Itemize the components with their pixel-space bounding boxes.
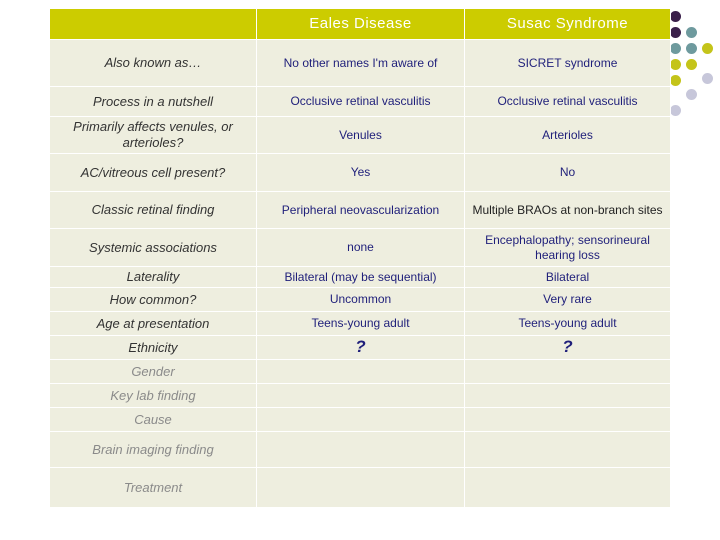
table-row [50,432,671,468]
row-label: Systemic associations [50,229,257,267]
table-row [50,229,671,267]
dot-purple [670,11,681,22]
header-susac-syndrome: Susac Syndrome [465,9,671,40]
eales-cell [257,384,465,408]
row-label: Primarily affects venules, or arterioles? [50,117,257,154]
table-row [50,154,671,192]
header-eales-disease: Eales Disease [257,9,465,40]
susac-cell: Bilateral [465,267,671,288]
table-row [50,384,671,408]
eales-cell [257,360,465,384]
susac-cell: Teens-young adult [465,312,671,336]
eales-cell: Venules [257,117,465,154]
dot-purple [670,27,681,38]
table-row [50,408,671,432]
susac-cell [465,408,671,432]
decorative-dot-pattern [668,9,720,119]
table-row [50,336,671,360]
row-label: How common? [50,288,257,312]
susac-cell: Multiple BRAOs at non-branch sites [465,192,671,229]
row-label: Age at presentation [50,312,257,336]
table-row [50,288,671,312]
eales-cell: Bilateral (may be sequential) [257,267,465,288]
row-label: Brain imaging finding [50,432,257,468]
table-row [50,312,671,336]
eales-cell: Peripheral neovascularization [257,192,465,229]
dot-lilac [702,73,713,84]
table-row [50,360,671,384]
eales-cell: Occlusive retinal vasculitis [257,87,465,117]
table-row [50,267,671,288]
susac-cell: No [465,154,671,192]
susac-cell [465,432,671,468]
dot-lilac [670,105,681,116]
eales-cell: Uncommon [257,288,465,312]
eales-cell: Teens-young adult [257,312,465,336]
susac-cell: Occlusive retinal vasculitis [465,87,671,117]
table-row [50,40,671,87]
eales-cell [257,408,465,432]
eales-cell [257,468,465,508]
susac-cell: SICRET syndrome [465,40,671,87]
dot-olive [670,75,681,86]
susac-cell [465,360,671,384]
eales-cell: none [257,229,465,267]
dot-lilac [686,89,697,100]
susac-cell: Encephalopathy; sensorineural hearing loss [465,229,671,267]
eales-cell [257,432,465,468]
eales-cell: Yes [257,154,465,192]
susac-cell [465,384,671,408]
comparison-table [49,8,671,508]
row-label: Also known as… [50,40,257,87]
table-row [50,192,671,229]
table-row [50,117,671,154]
dot-teal [686,43,697,54]
susac-cell: ? [465,336,671,360]
row-label: Process in a nutshell [50,87,257,117]
header-corner [50,9,257,40]
dot-olive [670,59,681,70]
table-row [50,468,671,508]
susac-cell [465,468,671,508]
row-label: Ethnicity [50,336,257,360]
eales-cell: ? [257,336,465,360]
row-label: Classic retinal finding [50,192,257,229]
eales-cell: No other names I'm aware of [257,40,465,87]
table-header-row [50,9,671,40]
dot-olive [686,59,697,70]
row-label: AC/vitreous cell present? [50,154,257,192]
row-label: Key lab finding [50,384,257,408]
table-row [50,87,671,117]
susac-cell: Arterioles [465,117,671,154]
row-label: Gender [50,360,257,384]
row-label: Treatment [50,468,257,508]
susac-cell: Very rare [465,288,671,312]
dot-teal [670,43,681,54]
row-label: Laterality [50,267,257,288]
dot-teal [686,27,697,38]
dot-olive [702,43,713,54]
row-label: Cause [50,408,257,432]
